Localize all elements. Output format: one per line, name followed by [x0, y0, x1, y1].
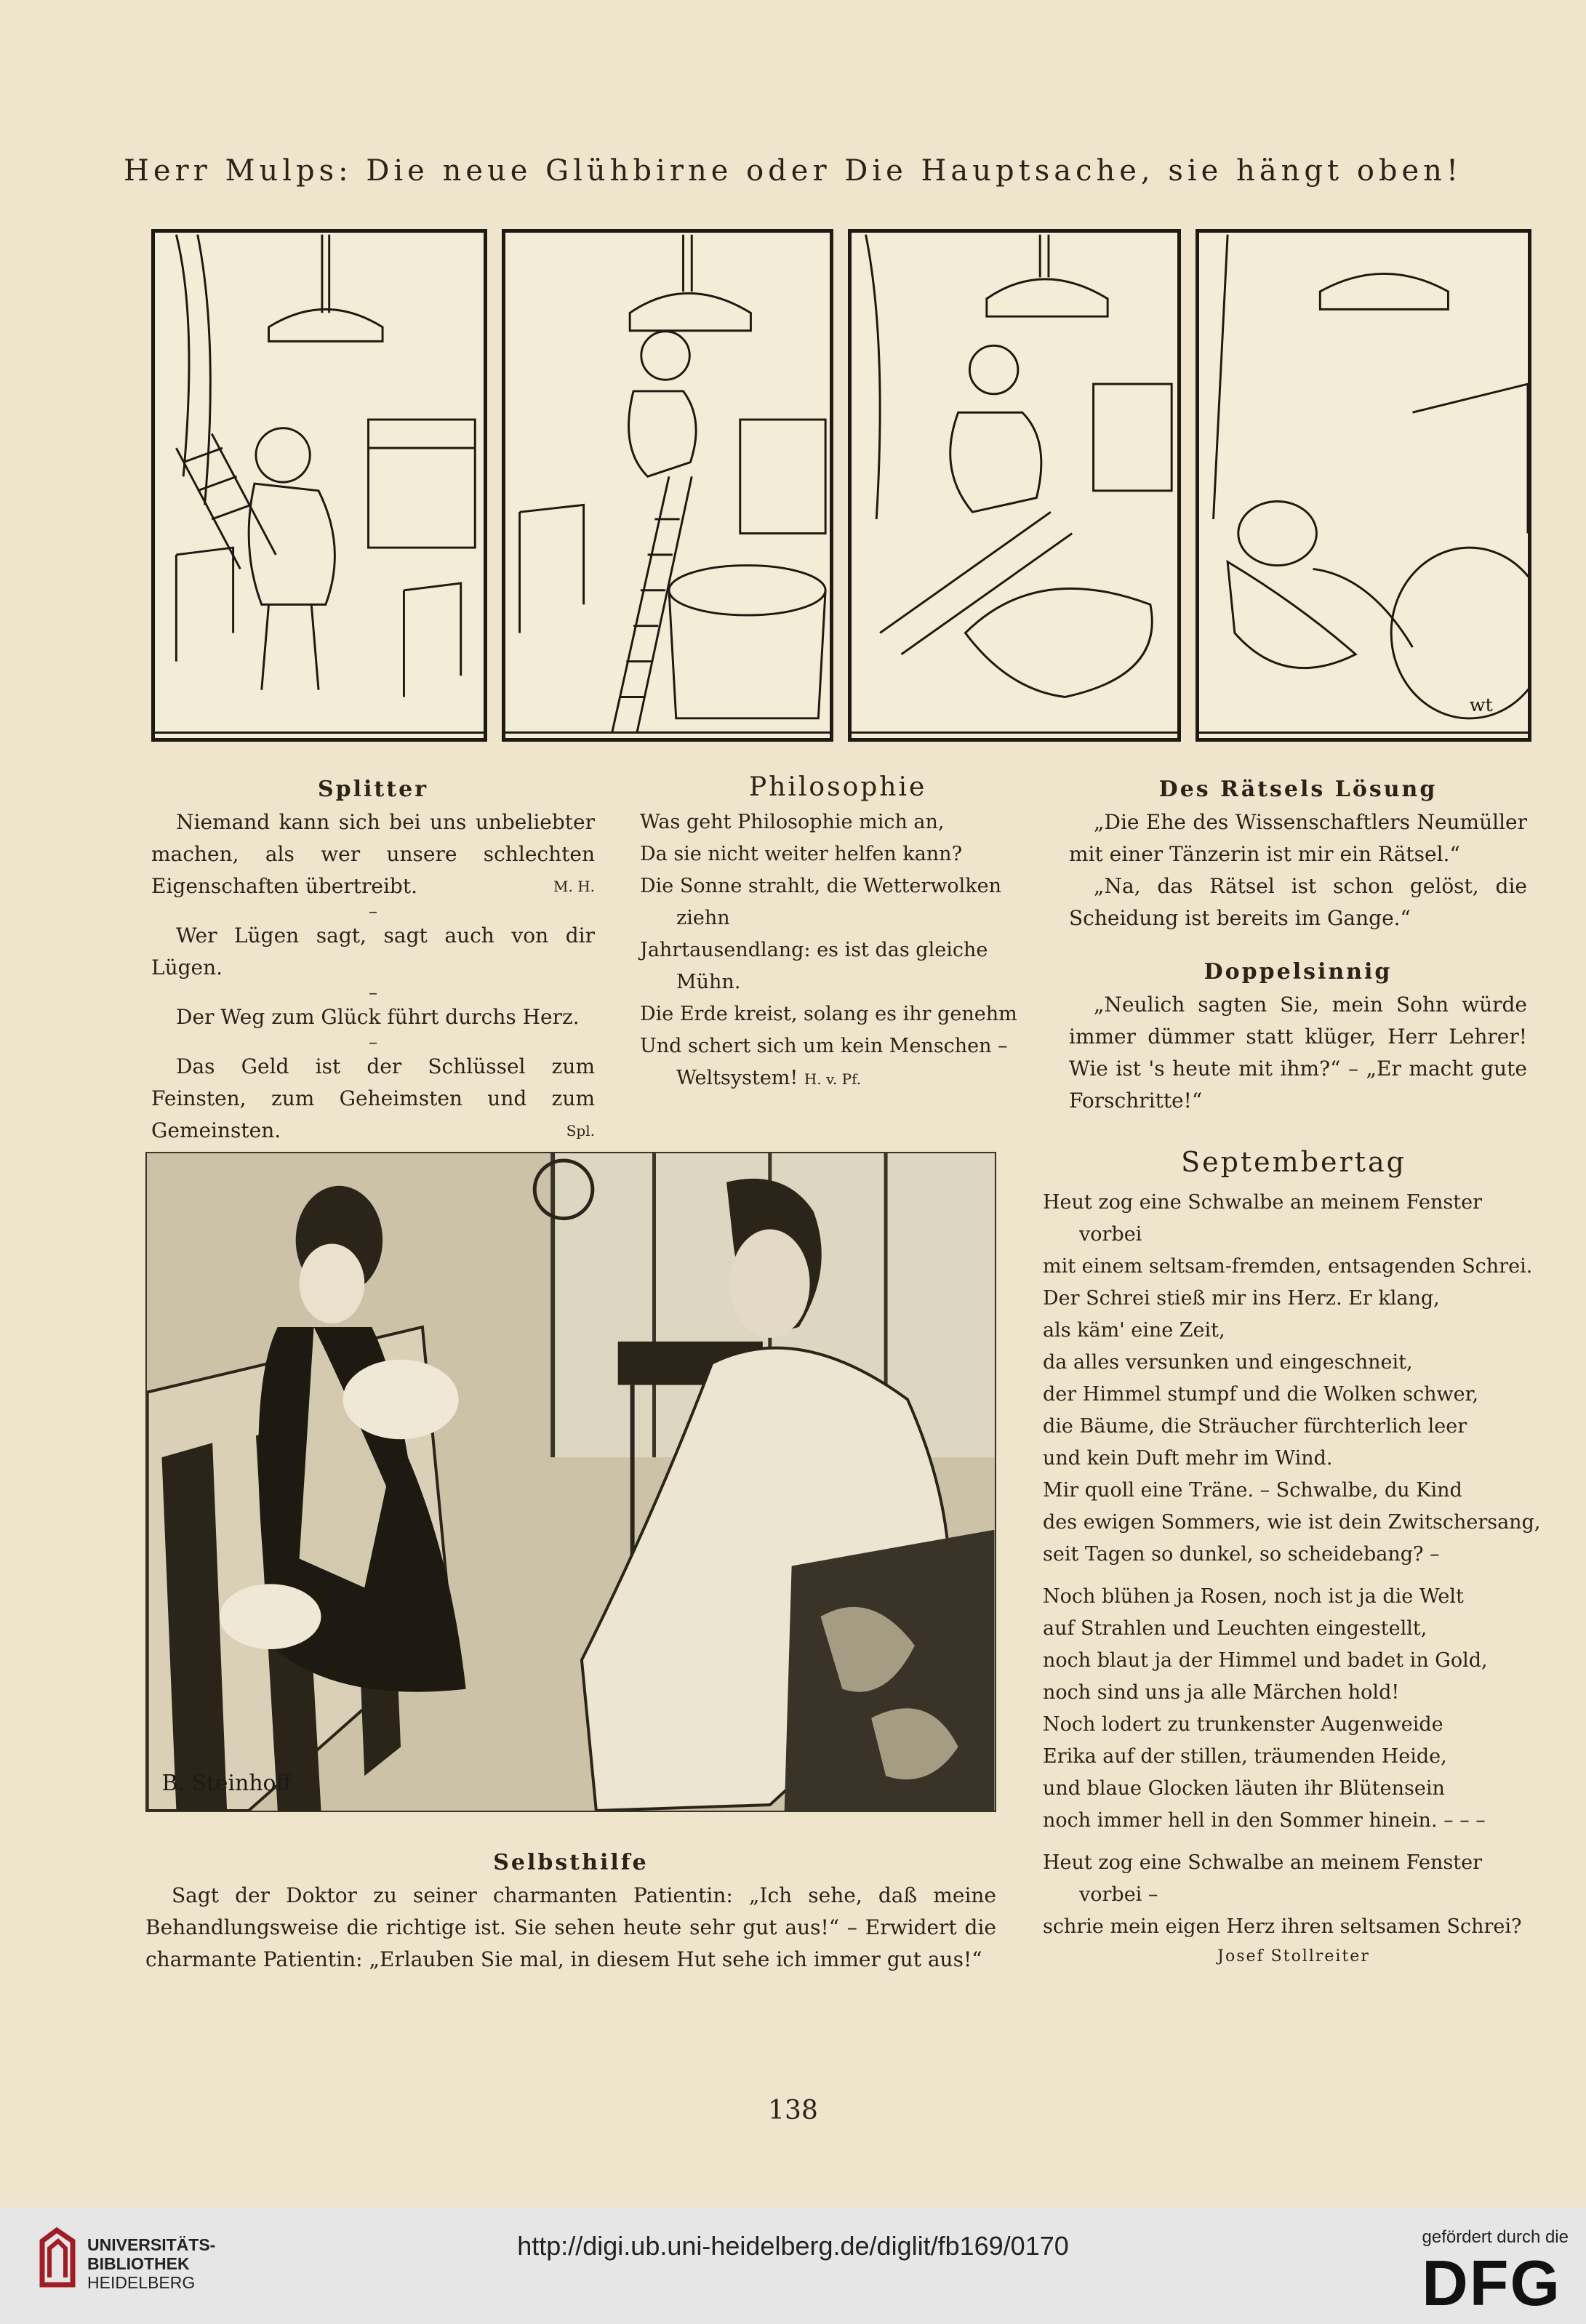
- poem-line: Weltsystem!: [676, 1067, 798, 1089]
- splitter-title: Splitter: [317, 777, 429, 802]
- divider-dash: –: [369, 901, 377, 921]
- poem-line: Der Schrei stieß mir ins Herz. Er klang,: [1043, 1287, 1440, 1310]
- comic-drawing-2: [505, 233, 830, 738]
- poem-line: Noch blühen ja Rosen, noch ist ja die Welt: [1043, 1585, 1464, 1608]
- poem-line: Heut zog eine Schwalbe an meinem Fenster: [1043, 1851, 1483, 1874]
- funded-by-label: gefördert durch die: [1422, 2227, 1569, 2247]
- divider-dash: –: [369, 982, 377, 1003]
- poem-line: Die Sonne strahlt, die Wetterwolken: [640, 875, 1002, 897]
- selbsthilfe-title: Selbsthilfe: [493, 1850, 649, 1875]
- poem-line: des ewigen Sommers, wie ist dein Zwitschersang,: [1043, 1511, 1541, 1534]
- raetsel-section: [1069, 777, 1527, 1117]
- poem-line: seit Tagen so dunkel, so scheidebang? –: [1043, 1543, 1440, 1566]
- poem-line: und kein Duft mehr im Wind.: [1043, 1447, 1333, 1470]
- splitter-paragraph-3: Der Weg zum Glück führt durchs Herz.: [176, 1005, 580, 1029]
- philosophie-section: [640, 772, 1033, 1095]
- philosophie-title: Philosophie: [749, 772, 927, 802]
- septembertag-author: Josef Stollreiter: [1217, 1947, 1370, 1966]
- comic-drawing-1: [155, 233, 484, 738]
- comic-drawing-3: [852, 233, 1177, 738]
- poem-line: Jahrtausendlang: es ist das gleiche: [640, 939, 988, 961]
- poem-line: Noch lodert zu trunkenster Augenweide: [1043, 1713, 1443, 1736]
- comic-panel-4: [1195, 229, 1531, 742]
- splitter-paragraph-4: Das Geld ist der Schlüssel zum Feinsten, zum Geheimsten und zum Gemeinsten.: [151, 1054, 595, 1142]
- septembertag-section: [1043, 1146, 1545, 1966]
- divider-dash: –: [369, 1032, 377, 1052]
- poem-line: schrie mein eigen Herz ihren seltsamen Schrei?: [1043, 1915, 1522, 1938]
- illustration-signature: B. Steinhoff: [161, 1771, 292, 1797]
- poem-line: vorbei: [1079, 1223, 1142, 1246]
- library-name-line: UNIVERSITÄTS-: [87, 2235, 216, 2254]
- page-number: 138: [768, 2096, 818, 2125]
- poem-line: auf Strahlen und Leuchten eingestellt,: [1043, 1617, 1427, 1640]
- poem-line: noch immer hell in den Sommer hinein. – – –: [1043, 1809, 1486, 1832]
- poem-line: Mühn.: [676, 971, 741, 993]
- illustration-doctor-patient: [145, 1152, 996, 1812]
- raetsel-title: Des Rätsels Lösung: [1158, 777, 1438, 802]
- selbsthilfe-section: [145, 1850, 996, 1976]
- poem-line: Was geht Philosophie mich an,: [640, 811, 945, 833]
- footer-bar: [0, 2208, 1586, 2324]
- poem-line: Heut zog eine Schwalbe an meinem Fenster: [1043, 1191, 1483, 1214]
- poem-line: Und schert sich um kein Menschen –: [640, 1035, 1008, 1057]
- raetsel-paragraph-1: „Die Ehe des Wissenschaftlers Neumüller mit einer Tänzerin ist mir ein Rätsel.“: [1069, 810, 1527, 866]
- splitter-section: [151, 777, 595, 1147]
- poem-line: vorbei –: [1079, 1883, 1158, 1906]
- poem-line: noch sind uns ja alle Märchen hold!: [1043, 1681, 1400, 1704]
- splitter-signature-2: Spl.: [566, 1122, 595, 1139]
- poem-line: und blaue Glocken läuten ihr Blütensein: [1043, 1777, 1445, 1800]
- poem-line: Erika auf der stillen, träumenden Heide,: [1043, 1745, 1447, 1768]
- comic-signature: wt: [1469, 694, 1493, 716]
- source-url-link[interactable]: http://digi.ub.uni-heidelberg.de/diglit/fb169/0170: [517, 2231, 1069, 2261]
- poem-line: da alles versunken und eingeschneit,: [1043, 1351, 1413, 1374]
- splitter-signature-1: M. H.: [553, 878, 595, 895]
- doppelsinnig-paragraph: „Neulich sagten Sie, mein Sohn würde immer dümmer statt klüger, Herr Lehrer! Wie ist 's heute mit ihm?“ – „Er macht gute Forschritte!“: [1069, 993, 1527, 1113]
- philosophie-signature: H. v. Pf.: [804, 1070, 862, 1088]
- poem-line: der Himmel stumpf und die Wolken schwer,: [1043, 1383, 1479, 1406]
- poem-line: als käm' eine Zeit,: [1043, 1319, 1225, 1342]
- splitter-paragraph-1: Niemand kann sich bei uns unbeliebter machen, als wer unsere schlechten Eigenschaften übertreibt.: [151, 810, 595, 898]
- illustration-drawing: [147, 1153, 995, 1811]
- comic-drawing-4: [1199, 233, 1528, 738]
- library-name-line: HEIDELBERG: [87, 2273, 196, 2292]
- dfg-logo: DFG: [1422, 2247, 1561, 2319]
- comic-panel-2: [502, 229, 833, 742]
- comic-title: Herr Mulps: Die neue Glühbirne oder Die Hauptsache, sie hängt oben!: [123, 154, 1463, 188]
- poem-line: ziehn: [676, 907, 730, 929]
- poem-line: die Bäume, die Sträucher fürchterlich leer: [1043, 1415, 1467, 1438]
- splitter-paragraph-2: Wer Lügen sagt, sagt auch von dir Lügen.: [151, 923, 595, 979]
- doppelsinnig-title: Doppelsinnig: [1203, 959, 1393, 985]
- selbsthilfe-text: Sagt der Doktor zu seiner charmanten Patientin: „Ich sehe, daß meine Behandlungsweise die richtige ist. Sie sehen heute sehr gut aus!“ – Erwidert die charmante Patientin: „Erlauben Sie mal, in diesem Hut sehe ich immer gut aus!“: [145, 1883, 996, 1971]
- comic-panel-1: [151, 229, 487, 742]
- library-name-line: BIBLIOTHEK: [87, 2254, 190, 2273]
- poem-line: Da sie nicht weiter helfen kann?: [640, 843, 963, 865]
- septembertag-title: Septembertag: [1181, 1146, 1406, 1178]
- poem-line: Die Erde kreist, solang es ihr genehm: [640, 1003, 1017, 1025]
- raetsel-paragraph-2: „Na, das Rätsel ist schon gelöst, die Scheidung ist bereits im Gange.“: [1069, 874, 1527, 930]
- poem-line: noch blaut ja der Himmel und badet in Gold,: [1043, 1649, 1488, 1672]
- poem-line: mit einem seltsam-fremden, entsagenden Schrei.: [1043, 1255, 1533, 1278]
- poem-line: Mir quoll eine Träne. – Schwalbe, du Kind: [1043, 1479, 1462, 1502]
- comic-panel-3: [848, 229, 1181, 742]
